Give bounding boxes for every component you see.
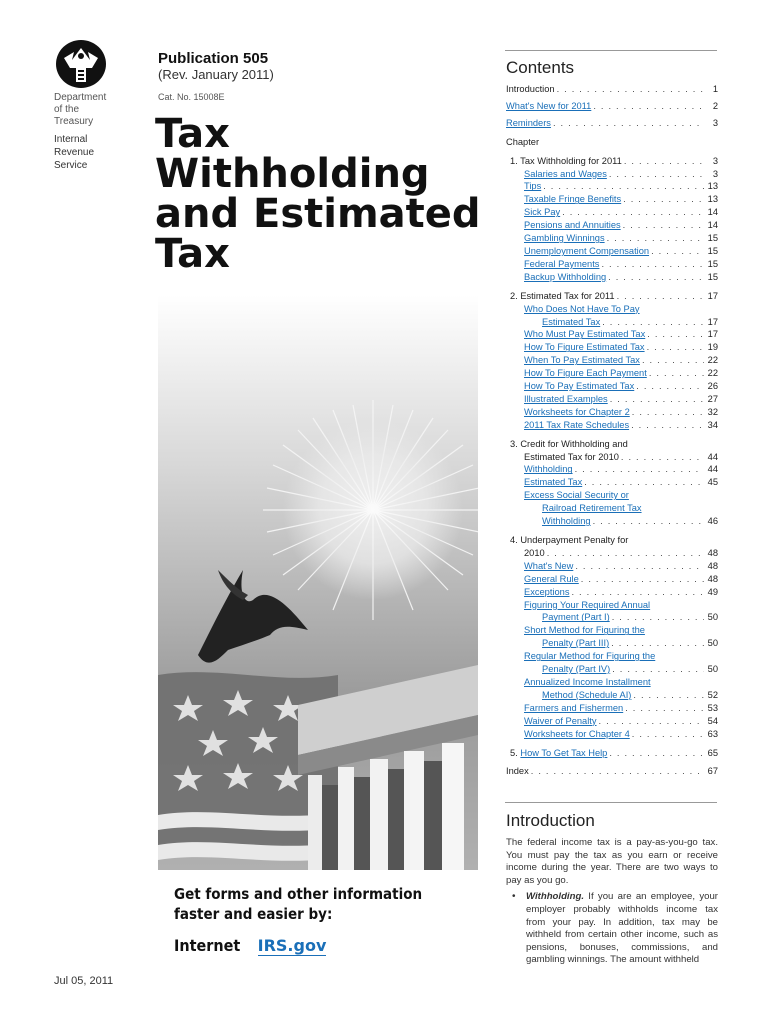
- toc-link[interactable]: Backup Withholding: [524, 271, 607, 282]
- toc-link[interactable]: Reminders: [506, 117, 551, 128]
- toc-link[interactable]: When To Pay Estimated Tax: [524, 355, 640, 366]
- dept-line: Department: [54, 92, 107, 103]
- toc-entry[interactable]: [506, 367, 718, 380]
- toc-link[interactable]: Tips: [524, 181, 542, 192]
- toc-entry[interactable]: [506, 83, 718, 96]
- toc-entry[interactable]: [506, 393, 718, 406]
- toc-page: 54: [707, 715, 718, 726]
- toc-link[interactable]: Method (Schedule AI): [542, 689, 632, 700]
- chapter-label-text: Chapter: [506, 136, 540, 147]
- toc-entry[interactable]: [506, 573, 718, 586]
- toc-page: 14: [707, 207, 718, 218]
- toc-link[interactable]: How To Pay Estimated Tax: [524, 381, 635, 392]
- toc-link[interactable]: 2011 Tax Rate Schedules: [524, 419, 630, 430]
- toc-page: 17: [707, 316, 718, 327]
- toc-page: 13: [707, 194, 718, 205]
- toc-entry[interactable]: [506, 676, 718, 689]
- publication-number: Publication 505: [158, 50, 269, 67]
- toc-entry[interactable]: [506, 560, 718, 573]
- toc-entry[interactable]: [506, 728, 718, 741]
- toc-page: 50: [707, 638, 718, 649]
- cover-illustration: [158, 295, 478, 970]
- toc-entry[interactable]: [506, 271, 718, 284]
- toc-page: 50: [707, 664, 718, 675]
- toc-entry[interactable]: [506, 193, 718, 206]
- toc-link[interactable]: How To Figure Each Payment: [524, 368, 647, 379]
- toc-link[interactable]: Gambling Winnings: [524, 233, 605, 244]
- toc-link[interactable]: Who Must Pay Estimated Tax: [524, 329, 646, 340]
- toc-page: 15: [707, 245, 718, 256]
- toc-page: 2: [712, 100, 718, 111]
- service-name: [54, 133, 94, 172]
- toc-entry[interactable]: [506, 328, 718, 341]
- toc-page: 52: [707, 689, 718, 700]
- toc-page: 22: [707, 355, 718, 366]
- toc-link[interactable]: What's New: [524, 560, 574, 571]
- service-line: Revenue: [54, 147, 95, 158]
- toc-entry-text: Introduction: [506, 84, 555, 94]
- chapter-title: 3. Credit for Withholding and: [510, 438, 628, 449]
- toc-entry[interactable]: [506, 599, 718, 612]
- chapter-title: 2. Estimated Tax for 2011: [510, 290, 615, 301]
- toc-link[interactable]: Payment (Part I): [542, 612, 610, 623]
- chapter-title: 1. Tax Withholding for 2011: [510, 155, 622, 166]
- irs-eagle-logo: [54, 38, 108, 90]
- toc-page: 22: [707, 368, 718, 379]
- department-name: [54, 92, 144, 128]
- toc-entry[interactable]: [506, 489, 718, 502]
- toc-entry[interactable]: [506, 663, 718, 676]
- toc-link[interactable]: Worksheets for Chapter 2: [524, 406, 630, 417]
- toc-page: 48: [707, 573, 718, 584]
- toc-link[interactable]: Short Method for Figuring the: [524, 625, 645, 636]
- toc-chapter-1[interactable]: [506, 155, 718, 168]
- toc-link[interactable]: Taxable Fringe Benefits: [524, 194, 622, 205]
- toc-link[interactable]: Illustrated Examples: [524, 393, 608, 404]
- toc-entry[interactable]: [506, 502, 718, 515]
- service-line: Service: [54, 160, 88, 171]
- toc-entry[interactable]: [506, 476, 718, 489]
- toc-entry[interactable]: [506, 117, 718, 130]
- intro-bullet: [506, 891, 718, 967]
- intro-paragraph: The federal income tax is a pay-as-you-go tax. You must pay the tax as you earn or receive income during the year. There are two ways to pay as you go.: [506, 837, 718, 886]
- catalog-number: Cat. No. 15008E: [158, 92, 225, 102]
- toc-page: 15: [707, 233, 718, 244]
- toc-link[interactable]: Exceptions: [524, 586, 570, 597]
- toc-page: 45: [707, 477, 718, 488]
- chapter-title: 2010: [524, 547, 545, 558]
- toc-page: 3: [712, 117, 718, 128]
- toc-page: 17: [707, 329, 718, 340]
- toc-page: 48: [707, 547, 718, 558]
- title-line: Tax: [155, 231, 230, 277]
- toc-link[interactable]: Farmers and Fishermen: [524, 702, 624, 713]
- toc-entry[interactable]: [506, 100, 718, 113]
- promo-box: [174, 884, 464, 956]
- toc-entry[interactable]: [506, 380, 718, 393]
- publication-revision: (Rev. January 2011): [158, 67, 274, 82]
- toc-link[interactable]: What's New for 2011: [506, 100, 592, 111]
- promo-line-1: Get forms and other information: [174, 885, 423, 903]
- toc-entry-text: Index: [506, 766, 529, 777]
- toc-entry[interactable]: [506, 258, 718, 271]
- toc-page: 19: [707, 342, 718, 353]
- title-line: Tax: [155, 111, 230, 157]
- toc-entry[interactable]: [506, 206, 718, 219]
- toc-page: 17: [707, 290, 718, 301]
- page-title: [155, 111, 481, 277]
- toc-entry[interactable]: [506, 637, 718, 650]
- toc-page: 13: [707, 181, 718, 192]
- chapter-title: 4. Underpayment Penalty for: [510, 535, 629, 545]
- footer-date: Jul 05, 2011: [54, 975, 114, 987]
- toc-entry[interactable]: [506, 406, 718, 419]
- toc-link[interactable]: Annualized Income Installment: [524, 676, 651, 687]
- toc-page: 46: [707, 516, 718, 527]
- toc-entry[interactable]: [506, 419, 718, 432]
- toc-page: 26: [707, 381, 718, 392]
- toc-entry[interactable]: [506, 232, 718, 245]
- title-line: and Estimated: [155, 191, 481, 237]
- toc-page: 44: [707, 451, 718, 462]
- toc-link[interactable]: Federal Payments: [524, 258, 600, 269]
- toc-page: 49: [707, 586, 718, 597]
- toc-entry[interactable]: [506, 316, 718, 329]
- toc-page: 53: [707, 702, 718, 713]
- chapter-prefix: 5.: [510, 747, 518, 758]
- toc-link[interactable]: How To Get Tax Help: [520, 747, 608, 758]
- contents-rule: [505, 50, 717, 51]
- toc-entry[interactable]: [506, 586, 718, 599]
- toc-link[interactable]: How To Figure Estimated Tax: [524, 342, 645, 353]
- toc-entry[interactable]: [506, 341, 718, 354]
- service-line: Internal: [54, 134, 88, 145]
- bullet-text-wrap: [526, 891, 718, 967]
- toc-entry[interactable]: [506, 611, 718, 624]
- toc-link[interactable]: Waiver of Penalty: [524, 715, 597, 726]
- toc-page: 15: [707, 271, 718, 282]
- toc-chapter-3-cont[interactable]: [506, 451, 718, 464]
- toc-link[interactable]: Figuring Your Required Annual: [524, 599, 651, 610]
- toc-page: 65: [707, 747, 718, 758]
- toc-link[interactable]: Withholding: [542, 516, 591, 527]
- toc-page: 15: [707, 258, 718, 269]
- toc-page: 1: [712, 84, 718, 94]
- toc-link[interactable]: Railroad Retirement Tax: [542, 503, 642, 514]
- toc-page: 32: [707, 406, 718, 417]
- toc-link[interactable]: General Rule: [524, 573, 579, 584]
- table-of-contents: [506, 83, 718, 778]
- introduction-heading: Introduction: [506, 811, 595, 830]
- toc-page: 44: [707, 464, 718, 475]
- toc-index[interactable]: [506, 765, 718, 778]
- bullet-lead: Withholding.: [526, 891, 584, 903]
- toc-entry[interactable]: [506, 624, 718, 637]
- toc-link[interactable]: Estimated Tax: [524, 477, 583, 488]
- toc-entry[interactable]: [506, 354, 718, 367]
- bullet-text: If you are an employee, your employer probably withholds income tax from your pay. In addition, tax may be withheld from certain other income, such as pensions, bonuses, commissions, and gambling winnings. The amount withheld: [526, 891, 718, 966]
- toc-page: 67: [707, 766, 718, 777]
- toc-page: 14: [707, 220, 718, 231]
- intro-rule: [505, 802, 717, 803]
- introduction-body: [506, 837, 718, 967]
- toc-chapter-2[interactable]: [506, 290, 718, 303]
- toc-page: 27: [707, 393, 718, 404]
- toc-entry[interactable]: [506, 463, 718, 476]
- toc-link[interactable]: Regular Method for Figuring the: [524, 651, 656, 662]
- internet-row: [174, 936, 464, 956]
- toc-chapter-4[interactable]: [506, 534, 718, 547]
- bullet-dot: •: [512, 891, 516, 903]
- toc-page: 63: [707, 728, 718, 739]
- toc-link[interactable]: Penalty (Part III): [542, 638, 610, 649]
- toc-chapter-5[interactable]: [506, 747, 718, 760]
- toc-link[interactable]: Pensions and Annuities: [524, 220, 621, 231]
- toc-entry[interactable]: [506, 245, 718, 258]
- toc-entry[interactable]: [506, 303, 718, 316]
- toc-link[interactable]: Estimated Tax: [542, 316, 601, 327]
- toc-link[interactable]: Who Does Not Have To Pay: [524, 303, 640, 314]
- toc-link[interactable]: Salaries and Wages: [524, 168, 607, 179]
- dept-line: of the: [54, 104, 80, 115]
- toc-entry[interactable]: [506, 168, 718, 181]
- toc-page: 3: [712, 168, 718, 179]
- internet-label: Internet: [174, 936, 241, 955]
- toc-page: 50: [707, 612, 718, 623]
- toc-page: 3: [712, 155, 718, 166]
- toc-chapter-3[interactable]: [506, 438, 718, 451]
- toc-chapter-4-cont[interactable]: [506, 547, 718, 560]
- irs-gov-link[interactable]: IRS.gov: [257, 936, 327, 955]
- title-line: Withholding: [155, 151, 430, 197]
- toc-link[interactable]: Penalty (Part IV): [542, 664, 611, 675]
- promo-line-2: faster and easier by:: [174, 905, 333, 923]
- toc-entry[interactable]: [506, 180, 718, 193]
- toc-link[interactable]: Unemployment Compensation: [524, 245, 650, 256]
- toc-page: 48: [707, 560, 718, 571]
- chapter-label: [506, 136, 718, 149]
- toc-entry[interactable]: [506, 650, 718, 663]
- contents-heading: Contents: [506, 58, 575, 77]
- chapter-title: Estimated Tax for 2010: [524, 451, 619, 462]
- toc-entry[interactable]: [506, 715, 718, 728]
- toc-entry[interactable]: [506, 702, 718, 715]
- toc-link[interactable]: Worksheets for Chapter 4: [524, 728, 630, 739]
- toc-entry[interactable]: [506, 515, 718, 528]
- toc-entry[interactable]: [506, 689, 718, 702]
- toc-entry[interactable]: [506, 219, 718, 232]
- toc-page: 34: [707, 419, 718, 430]
- toc-link[interactable]: Withholding: [524, 464, 573, 475]
- toc-link[interactable]: Sick Pay: [524, 207, 561, 218]
- dept-line: Treasury: [54, 116, 94, 127]
- toc-link[interactable]: Excess Social Security or: [524, 490, 629, 501]
